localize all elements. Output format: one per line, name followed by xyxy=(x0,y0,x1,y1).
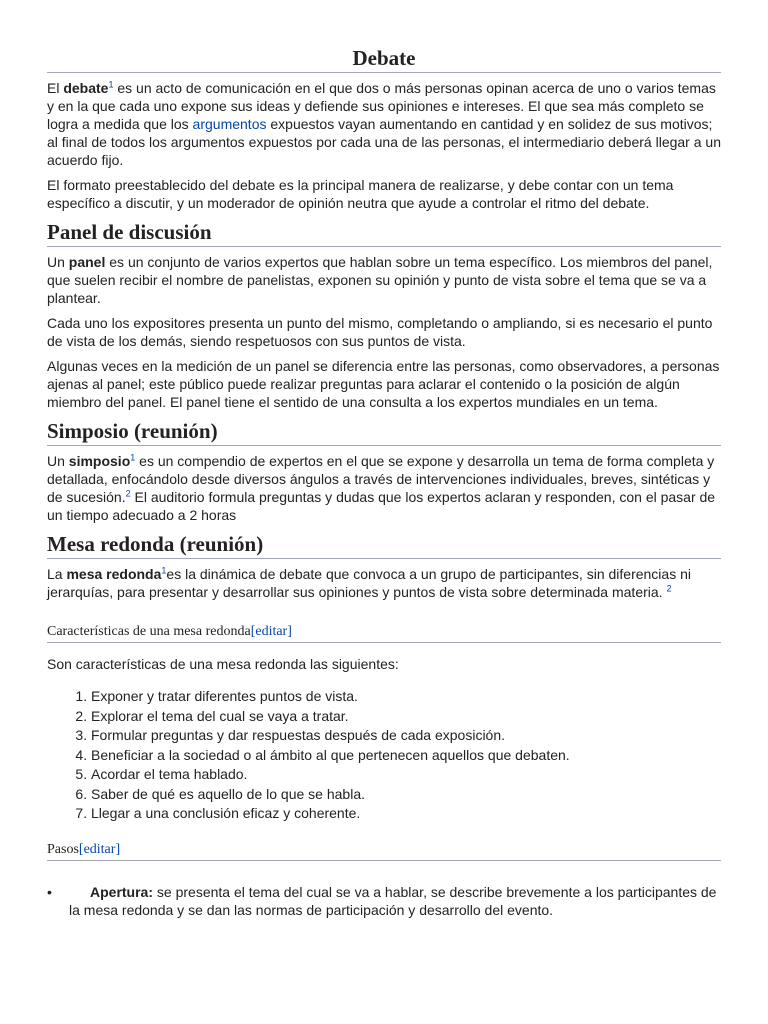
term-panel: panel xyxy=(68,254,106,270)
subsection-title: Pasos xyxy=(47,841,79,857)
reference-1[interactable]: 1 xyxy=(130,452,136,463)
list-item: 5. Acordar el tema hablado. xyxy=(91,765,721,785)
section-heading-mesa-redonda: Mesa redonda (reunión) xyxy=(47,532,721,559)
list-item: 3. Formular preguntas y dar respuestas después de cada exposición. xyxy=(91,726,721,746)
reference-2[interactable]: 2 xyxy=(125,488,131,499)
list-item: 6. Saber de qué es aquello de lo que se habla. xyxy=(91,785,721,805)
list-item: 2. Explorar el tema del cual se vaya a tratar. xyxy=(91,707,721,727)
caracteristicas-list xyxy=(47,687,721,824)
text: Un xyxy=(47,254,69,270)
bold-label: Apertura: xyxy=(90,883,154,900)
text: El auditorio formula preguntas y dudas que los expertos aclaran y responden, con el pasar de un tiempo adecuado a 2 horas xyxy=(47,489,716,523)
subsection-title: Características de una mesa redonda xyxy=(47,624,251,639)
panel-paragraph-1 xyxy=(47,253,721,307)
reference-1[interactable]: 1 xyxy=(108,79,114,90)
section-heading-panel: Panel de discusión xyxy=(47,220,721,247)
text: es un compendio de expertos en el que se expone y desarrolla un tema de forma completa y detallada, enfocándolo desde diversos ángulos a través de intervenciones individuales, breves, sintéticas y de sucesión. xyxy=(47,453,715,505)
term-debate: debate xyxy=(63,80,109,96)
subsection-heading-caracteristicas xyxy=(47,623,721,643)
simposio-paragraph-1 xyxy=(47,452,721,524)
text: expuestos vayan aumentando en cantidad y en solidez de sus motivos; al final de todos los argumentos expuestos por cada una de las personas, el intermediario deberá llegar a un acuerdo fijo. xyxy=(47,116,721,168)
text: Un xyxy=(47,453,69,469)
text: se presenta el tema del cual se va a hablar, se describe brevemente a los participantes de la mesa redonda y se dan las normas de participación y desarrollo del evento. xyxy=(69,883,717,918)
subsection-heading-pasos xyxy=(47,841,721,861)
pasos-list-item xyxy=(47,883,721,919)
panel-paragraph-3: Algunas veces en la medición de un panel se diferencia entre las personas, como observadores, a personas ajenas al panel; este público puede realizar preguntas para aclarar el contenido o la posición de algún miembro del panel. El panel tiene el sentido de una consulta a los expertos mundiales en un tema. xyxy=(47,358,720,410)
intro-paragraph-1 xyxy=(47,79,721,169)
edit-link[interactable]: [editar] xyxy=(250,624,292,639)
text: El xyxy=(47,80,64,96)
term-apertura xyxy=(69,884,153,900)
intro-paragraph-2: El formato preestablecido del debate es la principal manera de realizarse, y debe contar con un tema específico a discutir, y un moderador de opinión neutra que ayude a controlar el ritmo del debate. xyxy=(47,177,674,211)
reference-1[interactable]: 1 xyxy=(161,565,167,576)
reference-2[interactable]: 2 xyxy=(666,583,672,594)
section-heading-simposio: Simposio (reunión) xyxy=(47,419,721,446)
term-simposio: simposio xyxy=(68,453,131,469)
caracteristicas-intro: Son características de una mesa redonda las siguientes: xyxy=(47,656,399,672)
term-mesa-redonda: mesa redonda xyxy=(66,566,162,582)
text: es un acto de comunicación en el que dos o más personas opinan acerca de uno o varios temas y en la que cada uno expone sus ideas y defiende sus opiniones e intereses. El que sea más completo se logra a medida que los xyxy=(47,80,716,132)
page-title: Debate xyxy=(47,0,721,73)
link-argumentos[interactable]: argumentos xyxy=(192,116,267,132)
edit-link[interactable]: [editar] xyxy=(78,841,121,857)
text: es la dinámica de debate que convoca a un grupo de participantes, sin diferencias ni jerarquías, para presentar y desarrollar sus opiniones y puntos de vista sobre determinada materia. xyxy=(47,566,691,600)
list-item: 1. Exponer y tratar diferentes puntos de vista. xyxy=(91,687,721,707)
text: es un conjunto de varios expertos que hablan sobre un tema específico. Los miembros del panel, que suelen recibir el nombre de panelistas, exponen su opinión y punto de vista sobre el tema que se va a plantear. xyxy=(47,254,713,306)
list-item: 4. Beneficiar a la sociedad o al ámbito al que pertenecen aquellos que debaten. xyxy=(91,746,721,766)
bullet-icon: • xyxy=(47,883,52,900)
list-item: 7. Llegar a una conclusión eficaz y coherente. xyxy=(91,804,721,824)
panel-paragraph-2: Cada uno los expositores presenta un punto del mismo, completando o ampliando, si es necesario el punto de vista de los demás, siendo respetuosos con sus puntos de vista. xyxy=(47,315,713,349)
text: La xyxy=(47,566,67,582)
mesa-paragraph-1 xyxy=(47,565,721,601)
